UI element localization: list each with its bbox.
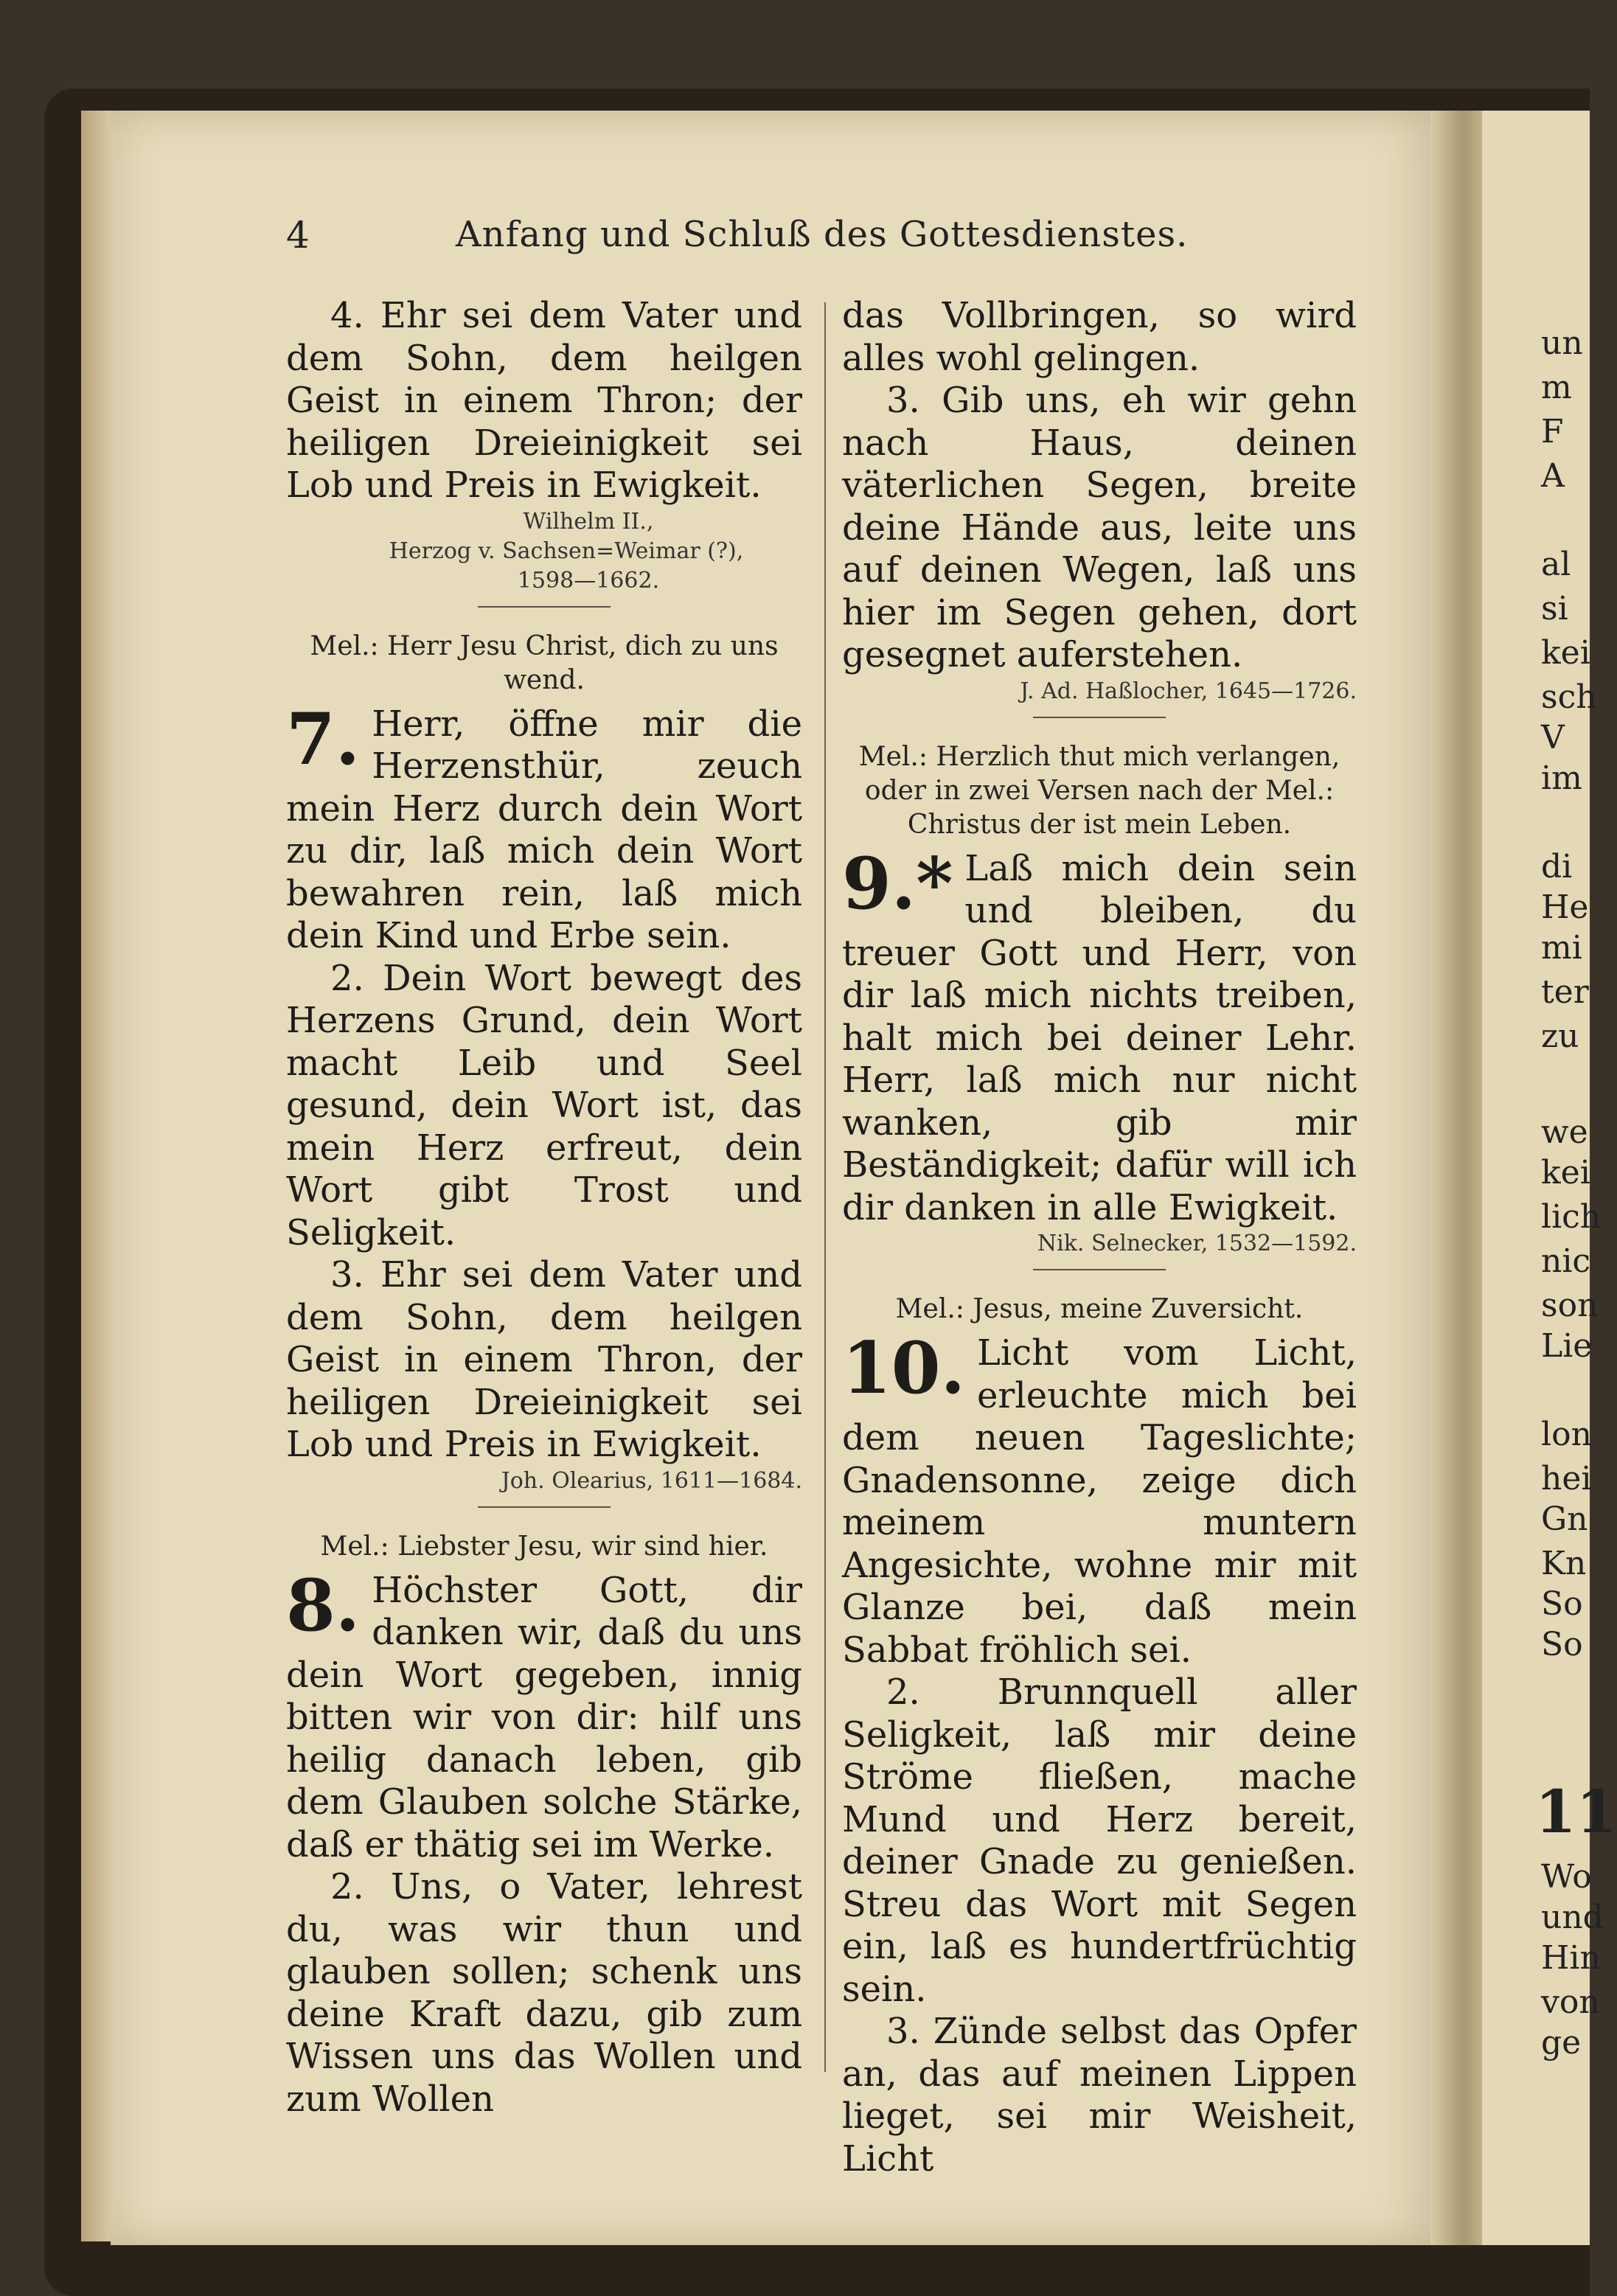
- facing-page-fragment: ter: [1541, 973, 1589, 1011]
- facing-page-fragment: und: [1541, 1899, 1604, 1936]
- hymn-verse: Höchster Gott, dir danken wir, daß du uns dein Wort gegeben, innig bitten wir von dir: hilf uns heilig danach leben, gib dem Glauben solche Stärke, daß er thätig sei im Werke.: [286, 1569, 802, 1865]
- hymn-verse: 3. Zünde selbst das Opfer an, das auf meinen Lippen lieget, sei mir Weisheit, Licht: [842, 2011, 1357, 2180]
- facing-page-fragment: lich: [1541, 1198, 1602, 1236]
- left-column: [286, 295, 802, 2121]
- hymn-7: [286, 697, 802, 958]
- hymn-verse: Licht vom Licht, erleuchte mich bei dem neuen Tageslichte; Gnadensonne, zeige dich meinem muntern Angesichte, wohne mir mit Glanze bei, daß mein Sabbat fröhlich sei.: [842, 1332, 1357, 1671]
- facing-page-fragment: di: [1541, 848, 1573, 886]
- hymn-number: 7.: [286, 697, 361, 781]
- hymn-number: 8.: [286, 1563, 361, 1647]
- facing-page-fragment: we: [1541, 1113, 1588, 1151]
- facing-page-fragment: kei: [1541, 634, 1590, 672]
- divider: [478, 1506, 611, 1508]
- facing-page-fragment: A: [1541, 457, 1565, 495]
- facing-page-fragment: sch: [1541, 678, 1597, 716]
- facing-page-fragment: He: [1541, 888, 1589, 926]
- hymn-verse: 2. Dein Wort bewegt des Herzens Grund, dein Wort macht Leib und Seel gesund, dein Wort ist, das mein Herz erfreut, dein Wort gibt Trost und Seligkeit.: [286, 957, 802, 1253]
- hymn-number: 10.: [842, 1326, 966, 1410]
- facing-page-fragment: Hin: [1541, 1939, 1601, 1977]
- facing-page-fragment: nic: [1541, 1242, 1591, 1280]
- facing-page-fragment: kei: [1541, 1154, 1590, 1192]
- hymn-verse: Herr, öffne mir die Herzensthür, zeuch mein Herz durch dein Wort zu dir, laß mich dein Wort bewahren rein, laß mich dein Kind und Erbe sein.: [286, 703, 802, 956]
- attribution: Joh. Olearius, 1611—1684.: [501, 1467, 802, 1494]
- facing-page-fragment: ge: [1541, 2024, 1582, 2062]
- facing-page-fragment: lon: [1541, 1416, 1592, 1453]
- facing-page-fragment: mi: [1541, 929, 1582, 967]
- right-column: [842, 295, 1357, 2180]
- facing-page-fragment: F: [1541, 413, 1564, 450]
- hymn-8: [286, 1563, 802, 1867]
- facing-page-fragment: Lie: [1541, 1327, 1593, 1365]
- facing-page-fragment: So: [1541, 1585, 1583, 1623]
- divider: [1033, 717, 1166, 718]
- attribution-author: Wilhelm II.,: [523, 508, 654, 535]
- facing-page-fragment: im: [1541, 759, 1582, 797]
- divider: [1033, 1269, 1166, 1270]
- facing-page-fragment: So: [1541, 1626, 1583, 1663]
- attribution-dates: 1598—1662.: [517, 567, 660, 594]
- attribution: Nik. Selnecker, 1532—1592.: [1037, 1231, 1357, 1256]
- hymn-9: [842, 841, 1357, 1230]
- hymn-verse: das Vollbringen, so wird alles wohl gelingen.: [842, 295, 1357, 379]
- melody-line: Mel.: Jesus, meine Zuversicht.: [895, 1294, 1304, 1324]
- facing-page-fragment: zu: [1541, 1017, 1579, 1055]
- hymn-verse: 3. Gib uns, eh wir gehn nach Haus, deinen väterlichen Segen, breite deine Hände aus, leite uns auf deinen Wegen, laß uns hier im Segen gehen, dort gesegnet auferstehen.: [842, 380, 1357, 675]
- hymn-number: 9.*: [842, 841, 953, 925]
- hymn-verse: 2. Brunnquell aller Seligkeit, laß mir deine Ströme fließen, mache Mund und Herz bereit, deiner Gnade zu genießen. Streu das Wort mit Segen ein, laß es hundertfrüchtig sein.: [842, 1671, 1357, 2010]
- hymn-verse: 2. Uns, o Vater, lehrest du, was wir thun und glauben sollen; schenk uns deine Kraft dazu, gib zum Wissen uns das Wollen und zum Wollen: [286, 1866, 802, 2120]
- facing-page-fragment: Gn: [1541, 1500, 1588, 1538]
- facing-page-fragment: m: [1541, 369, 1572, 406]
- hymn-10: [842, 1326, 1357, 1671]
- attribution-title: Herzog v. Sachsen=Weimar (?),: [389, 538, 744, 564]
- melody-line: Mel.: Herzlich thut mich verlangen, oder in zwei Versen nach der Mel.: Christus der ist mein Leben.: [858, 741, 1340, 840]
- divider: [478, 606, 611, 608]
- page-number: 4: [286, 214, 310, 257]
- facing-page-fragment: son: [1541, 1287, 1599, 1324]
- facing-page-fragment: Wo: [1541, 1858, 1592, 1896]
- page-header: [286, 214, 1348, 265]
- facing-page-fragment: V: [1541, 719, 1565, 756]
- running-head: Anfang und Schluß des Gottesdienstes.: [456, 214, 1189, 255]
- hymn6-verse4: 4. Ehr sei dem Vater und dem Sohn, dem heilgen Geist in einem Thron; der heiligen Dreieinigkeit sei Lob und Preis in Ewigkeit.: [286, 295, 802, 506]
- facing-page-fragment: al: [1541, 546, 1571, 583]
- attribution: J. Ad. Haßlocher, 1645—1726.: [1020, 678, 1357, 704]
- facing-page-fragment: von: [1541, 1983, 1600, 2021]
- facing-page-fragment: Kn: [1541, 1545, 1587, 1582]
- melody-line: Mel.: Herr Jesu Christ, dich zu uns wend.: [310, 630, 779, 695]
- facing-page-fragment: si: [1541, 590, 1568, 627]
- hymn-verse: 3. Ehr sei dem Vater und dem Sohn, dem heilgen Geist in einem Thron, der heiligen Dreieinigkeit sei Lob und Preis in Ewigkeit.: [286, 1254, 802, 1465]
- column-rule: [824, 302, 826, 2072]
- facing-page-fragment: un: [1541, 324, 1583, 362]
- hymn-verse: Laß mich dein sein und bleiben, du treuer Gott und Herr, von dir laß mich nichts treiben, halt mich bei deiner Lehr. Herr, laß mich nur nicht wanken, gib mir Beständigkeit; dafür will ich dir danken in alle Ewigkeit.: [842, 847, 1357, 1228]
- facing-page-fragment: hei: [1541, 1460, 1592, 1497]
- facing-hymn-number: 11: [1535, 1777, 1617, 1846]
- melody-line: Mel.: Liebster Jesu, wir sind hier.: [320, 1531, 768, 1562]
